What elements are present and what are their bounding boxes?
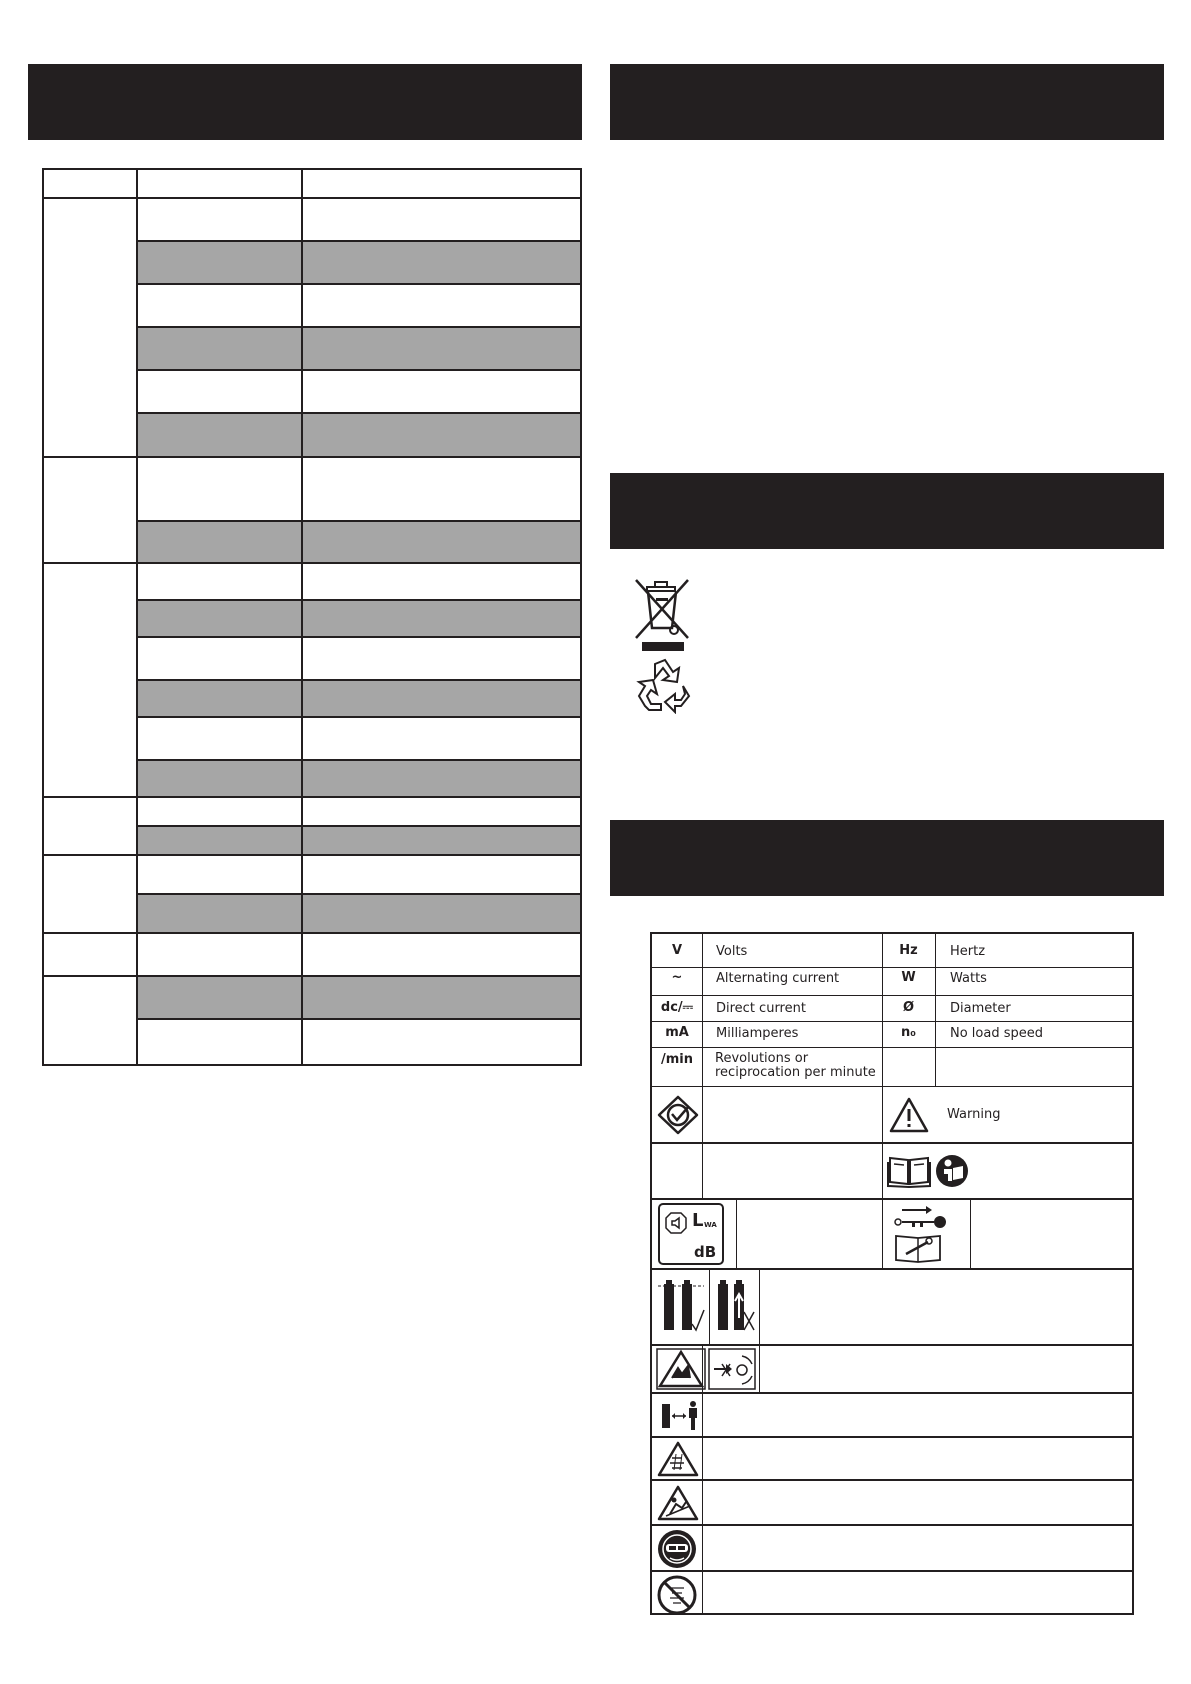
table-row xyxy=(137,856,580,895)
column-line xyxy=(736,1198,737,1268)
warning-triangle-icon xyxy=(888,1096,930,1134)
group-cell xyxy=(44,798,137,856)
column-line xyxy=(702,1392,703,1613)
label-per-minute-line1: Revolutions or xyxy=(715,1051,809,1066)
label-direct-current: Direct current xyxy=(716,1001,806,1016)
right-header-bar-3 xyxy=(610,820,1164,896)
symbols-table xyxy=(650,932,1134,1615)
table-row xyxy=(137,564,580,601)
label-diameter: Diameter xyxy=(950,1001,1011,1016)
row-line xyxy=(652,967,1132,968)
group-cell xyxy=(44,458,137,564)
table-row xyxy=(137,1020,580,1064)
table-row xyxy=(137,601,580,638)
column-line xyxy=(759,1268,760,1392)
read-manual-person-icon xyxy=(935,1154,969,1188)
flying-debris-warning-icon xyxy=(656,1348,706,1390)
row-line xyxy=(652,1479,1132,1481)
label-hertz: Hertz xyxy=(950,944,986,959)
speaker-icon xyxy=(664,1211,688,1235)
symbol-per-minute: /min xyxy=(660,1052,693,1067)
maintenance-manual-icon xyxy=(894,1230,942,1264)
symbol-no-load-speed: n₀ xyxy=(901,1025,916,1040)
table-row xyxy=(137,242,580,285)
table-header-row xyxy=(44,170,580,199)
row-line xyxy=(652,1268,1132,1270)
table-column-divider xyxy=(136,170,138,1064)
left-header-bar xyxy=(28,64,582,140)
symbol-diameter: Ø xyxy=(902,1000,915,1015)
label-milliamperes: Milliamperes xyxy=(716,1026,799,1041)
table-row xyxy=(137,199,580,242)
row-line xyxy=(652,1436,1132,1438)
row-line xyxy=(652,1047,1132,1048)
thrown-objects-warning-icon xyxy=(656,1484,700,1522)
symbol-alternating-current: ~ xyxy=(671,970,683,985)
table-column-divider xyxy=(301,170,303,1064)
symbol-direct-current: dc/⎓ xyxy=(660,1000,694,1015)
wear-protection-icon xyxy=(656,1528,698,1570)
row-line xyxy=(652,1524,1132,1526)
table-row xyxy=(137,798,580,827)
rcm-compliance-icon xyxy=(656,1094,700,1136)
battery-recycle-icon xyxy=(712,1274,758,1340)
symbol-hertz: Hz xyxy=(899,943,918,958)
group-cell xyxy=(44,934,137,977)
keep-bystanders-away-icon xyxy=(660,1398,700,1432)
label-warning: Warning xyxy=(947,1107,1001,1122)
column-line xyxy=(935,934,936,1086)
label-per-minute-line2: reciprocation per minute xyxy=(715,1065,876,1080)
keep-away-blade-icon xyxy=(708,1348,756,1390)
noise-level-subscript: WA xyxy=(704,1221,717,1229)
label-watts: Watts xyxy=(950,971,987,986)
row-line xyxy=(652,1021,1132,1022)
row-line xyxy=(652,1392,1132,1394)
table-row xyxy=(137,458,580,522)
table-row xyxy=(137,977,580,1020)
label-no-load-speed: No load speed xyxy=(950,1026,1043,1041)
group-cell xyxy=(44,977,137,1064)
read-manual-book-icon xyxy=(886,1152,932,1188)
row-line xyxy=(652,1198,1132,1200)
table-row xyxy=(137,285,580,328)
group-cell xyxy=(44,199,137,458)
symbol-volts: V xyxy=(671,943,683,958)
row-line xyxy=(652,1142,1132,1144)
disconnect-key-icon xyxy=(892,1202,954,1230)
noise-level-symbol: L xyxy=(692,1210,704,1231)
table-row xyxy=(137,895,580,934)
crossed-bin-icon xyxy=(630,578,696,652)
specification-table xyxy=(42,168,582,1066)
label-volts: Volts xyxy=(716,944,748,959)
column-line xyxy=(702,934,703,1198)
prohibited-icon xyxy=(656,1574,698,1616)
table-row xyxy=(137,681,580,718)
do-not-expose-rain-icon xyxy=(656,1440,700,1478)
column-line xyxy=(709,1268,710,1344)
row-line xyxy=(652,995,1132,996)
group-cell xyxy=(44,564,137,798)
table-row xyxy=(137,414,580,458)
table-row xyxy=(137,827,580,856)
table-row xyxy=(137,638,580,681)
row-line xyxy=(652,1344,1132,1346)
table-row xyxy=(137,761,580,798)
group-cell xyxy=(44,856,137,934)
table-row xyxy=(137,328,580,371)
noise-level-unit: dB xyxy=(694,1243,717,1261)
table-row xyxy=(137,522,580,564)
noise-level-icon xyxy=(658,1203,724,1265)
battery-disposal-icon xyxy=(658,1274,706,1340)
row-line xyxy=(652,1570,1132,1572)
right-header-bar-2 xyxy=(610,473,1164,549)
column-line xyxy=(970,1198,971,1268)
table-row xyxy=(137,718,580,761)
symbol-watts: W xyxy=(901,970,916,985)
symbol-milliamperes: mA xyxy=(665,1025,689,1040)
row-line xyxy=(652,1086,1132,1087)
right-header-bar-1 xyxy=(610,64,1164,140)
table-row xyxy=(137,934,580,977)
table-row xyxy=(137,371,580,414)
recycle-icon xyxy=(633,656,695,714)
label-alternating-current: Alternating current xyxy=(716,971,840,986)
